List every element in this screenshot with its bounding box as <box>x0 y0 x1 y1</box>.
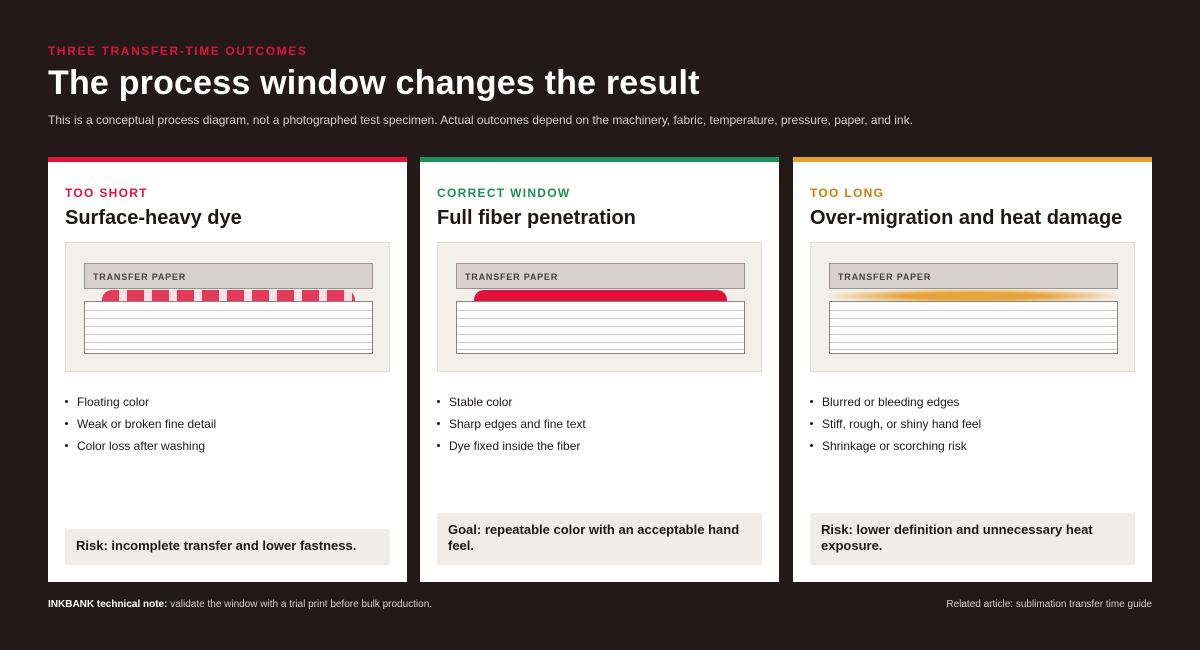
footer-note <box>48 599 432 610</box>
fabric-block <box>829 301 1118 354</box>
list-item: Shrinkage or scorching risk <box>810 439 981 461</box>
bullet-icon <box>437 444 440 447</box>
transfer-diagram-correct <box>437 242 762 372</box>
card-title: Full fiber penetration <box>437 207 636 229</box>
card-too-long <box>793 157 1152 582</box>
outcome-list <box>437 395 586 461</box>
footer-note-text: validate the window with a trial print before bulk production. <box>170 599 433 610</box>
risk-note: Risk: incomplete transfer and lower fastness. <box>65 529 390 565</box>
card-tag: CORRECT WINDOW <box>437 186 571 200</box>
bullet-icon <box>437 400 440 403</box>
card-too-short <box>48 157 407 582</box>
list-item: Floating color <box>65 395 216 417</box>
outcome-list <box>810 395 981 461</box>
risk-note: Risk: lower definition and unnecessary heat exposure. <box>810 513 1135 565</box>
card-title: Surface-heavy dye <box>65 207 242 229</box>
card-tag: TOO SHORT <box>65 186 148 200</box>
fabric-block <box>84 301 373 354</box>
bullet-icon <box>437 422 440 425</box>
list-item: Color loss after washing <box>65 439 216 461</box>
footer-brand: INKBANK technical note: <box>48 599 168 610</box>
goal-note: Goal: repeatable color with an acceptable hand feel. <box>437 513 762 565</box>
bullet-icon <box>65 444 68 447</box>
transfer-paper <box>829 263 1118 289</box>
bullet-icon <box>810 422 813 425</box>
transfer-paper <box>84 263 373 289</box>
bullet-icon <box>810 400 813 403</box>
transfer-paper <box>456 263 745 289</box>
bullet-icon <box>65 422 68 425</box>
fabric-block <box>456 301 745 354</box>
card-tag: TOO LONG <box>810 186 885 200</box>
list-item: Stable color <box>437 395 586 417</box>
eyebrow: THREE TRANSFER-TIME OUTCOMES <box>48 44 308 58</box>
list-item: Weak or broken fine detail <box>65 417 216 439</box>
surface-dye-layer <box>102 290 355 301</box>
page-title: The process window changes the result <box>48 64 700 102</box>
bullet-icon <box>810 444 813 447</box>
list-item: Blurred or bleeding edges <box>810 395 981 417</box>
outcome-list <box>65 395 216 461</box>
transfer-paper-label: TRANSFER PAPER <box>465 272 559 282</box>
transfer-paper-label: TRANSFER PAPER <box>838 272 932 282</box>
transfer-paper-label: TRANSFER PAPER <box>93 272 187 282</box>
related-article-link[interactable]: Related article: sublimation transfer time guide <box>946 599 1152 610</box>
list-item: Sharp edges and fine text <box>437 417 586 439</box>
bullet-icon <box>65 400 68 403</box>
list-item: Stiff, rough, or shiny hand feel <box>810 417 981 439</box>
card-title: Over-migration and heat damage <box>810 207 1123 229</box>
transfer-diagram-too-long <box>810 242 1135 372</box>
transfer-diagram-too-short <box>65 242 390 372</box>
card-correct-window <box>420 157 779 582</box>
page-subtitle: This is a conceptual process diagram, not a photographed test specimen. Actual outcomes depend on the machinery, fabric, temperature, pressure, paper, and ink. <box>48 113 913 127</box>
list-item: Dye fixed inside the fiber <box>437 439 586 461</box>
